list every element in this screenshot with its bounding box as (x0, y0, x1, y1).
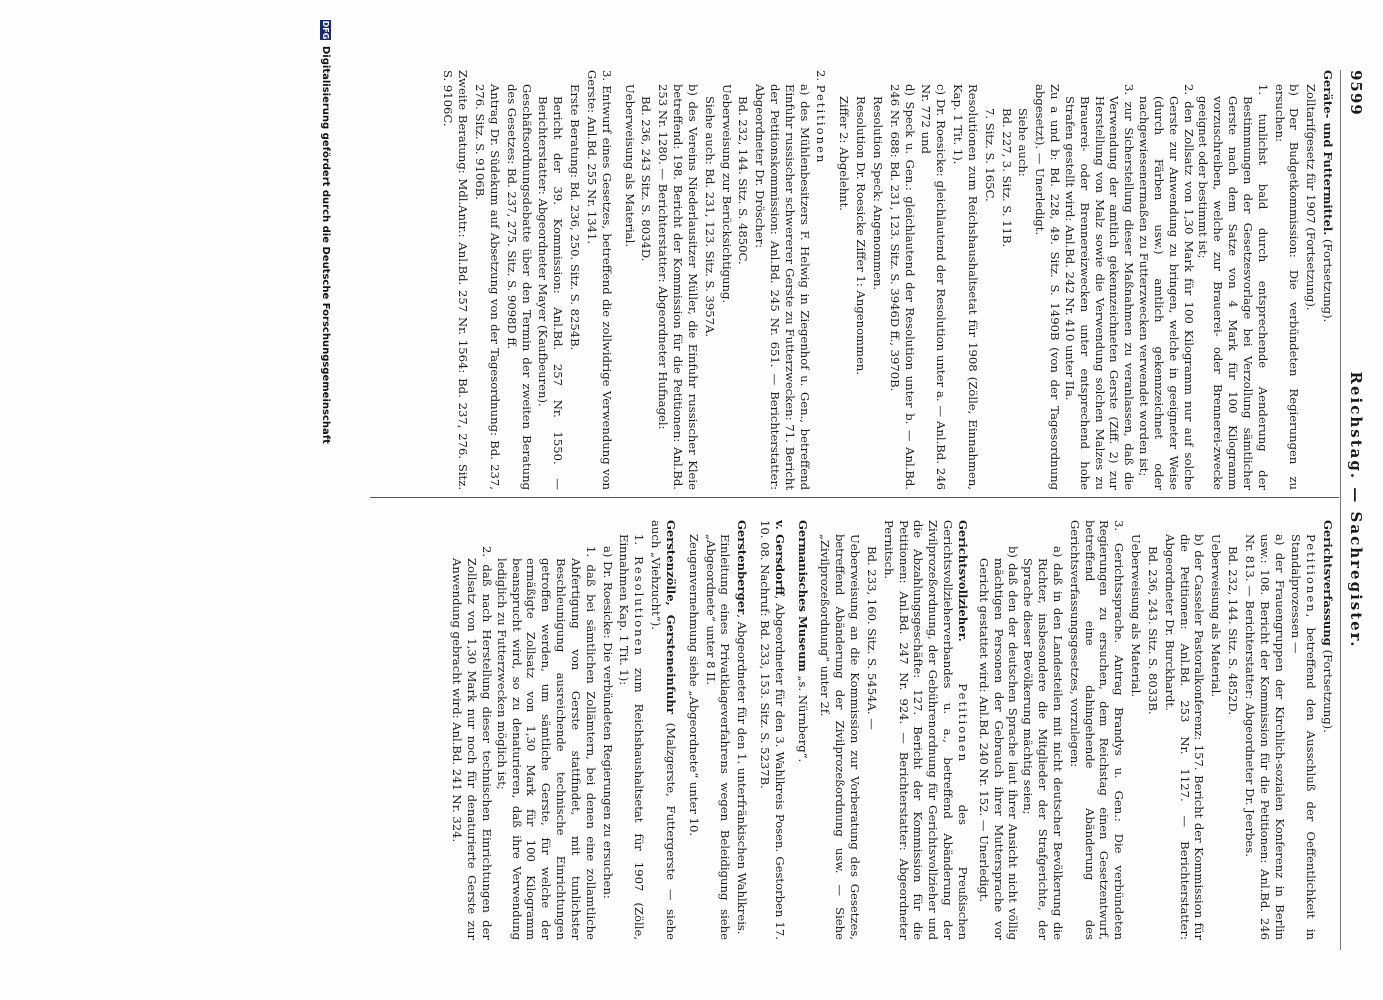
register-entry (734, 520, 749, 940)
register-entry: 2. daß nach Herstellung dieser technischen Einrichtungen der Zollsatz von 1,30 Mark nur noch für denaturierte Gerste zur Anwendung gebracht wird: Anl.Bd. 241 Nr. 324. (450, 546, 494, 940)
register-entry: a) daß in den Landesteilen mit nicht deutscher Bevölkerung die Richter, insbesondere die Mitglieder der Strafgerichte, der Sprache dieser Bevölkerung mächtig seien; (1021, 546, 1065, 940)
entry-text: (Fortsetzung). (1321, 235, 1335, 323)
register-entry: Zweite Beratung: Mdl.Antr.: Anl.Bd. 257 Nr. 1564: Bd. 237, 276. Sitz. S. 9106C. (441, 70, 471, 490)
register-entry: 3. Entwurf eines Gesetzes, betreffend die zollwidrige Verwendung von Gerste: Anl.Bd. 255 Nr. 1341. (584, 70, 614, 490)
entry-text: zum Reichshaushaltsetat für 1907 (Zölle, Einnahmen Kap. 1 Tit. 1): (617, 534, 647, 940)
register-entry: Bd. 232, 144. Sitz. S. 4850C. (736, 96, 751, 265)
page-number: 9599 (1347, 70, 1365, 116)
register-entry: Resolution Speck: Angenommen. (870, 96, 885, 291)
entry-spaced-term: Petitionen (955, 683, 970, 764)
register-entry: Einleitung eines Privatklageverfahrens wegen Beleidigung siehe „Abgeordnete“ unter 8 II. (703, 534, 733, 940)
register-entry: b) Der Budgetkommission: Die verbündeten Regierungen zu ersuchen: (1272, 84, 1302, 490)
register-entry: 7. Sitz. S. 165C. (982, 108, 997, 202)
register-entry: Ueberweisung an die Kommission zur Vorberatung des Gesetzes, betreffend Abänderung der Zivilprozeßordnung usw. — Siehe „Zivilprozeßordnung“ unter 2f. (818, 534, 863, 940)
entry-keyword: Gerstenzölle, Gersteneinfuhr (663, 520, 678, 714)
right-text-column (370, 520, 1335, 940)
register-entry: a) des Mühlenbesitzers F. Helwig in Ziegenhof u. Gen., betreffend Einfuhr russischer schwererer Gerste zu Futterzwecken: 71. Bericht der Petitionskommission: Anl.Bd. 245 Nr. 651. — Berichterstatter: Abgeordneter Dr. Dröscher: (753, 84, 812, 490)
register-entry: b) der Casseler Pastoralkonferenz: 157. Bericht der Kommission für die Petitionen: Anl.Bd. 253 Nr. 1127. — Berichterstatter: Abgeordneter Dr. Burckhardt. (1162, 534, 1207, 940)
entry-keyword: Gerichtsverfassung (1321, 520, 1335, 646)
register-entry: Bd. 236, 243 Sitz. S. 8034D. (639, 96, 654, 262)
register-entry: Bd. 232, 144. Sitz. S. 4852D. (1226, 546, 1241, 716)
register-entry: c) Dr. Roesicke: gleichlautend der Resolution unter a. — Anl.Bd. 246 Nr. 772 und (919, 84, 949, 490)
digitization-credit (319, 20, 333, 980)
entry-gap (810, 520, 816, 940)
register-entry: 1. daß bei sämtlichen Zollämtern, bei denen eine zollamtliche Abfertigung von Gerste stattfindet, mit tunlichster Beschleunigung ausreichende technische Einrichtungen getroffen werden, um sämtliche Gerste, für welche der ermäßigte Zollsatz von 1,30 Mark für 100 Kilogramm beansprucht wird, so zu denaturieren, daß ihre Verwendung lediglich zu Futterzwecken möglich ist; (494, 546, 598, 940)
register-entry (881, 520, 970, 940)
entry-text: (Fortsetzung). (1321, 645, 1335, 733)
entry-keyword: Germanisches Museum (795, 520, 810, 672)
register-entry: b) des Vereins Niederlausitzer Müller, die Einfuhr russischer Kleie betreffend: 198. Bericht der Kommission für die Petitionen: Anl.Bd. 253 Nr. 1280. — Berichterstatter: Abgeordneter Hufnagel: (656, 84, 700, 490)
register-entry: a) Dr. Roesicke: Die verbündeten Regierungen zu ersuchen: (600, 546, 615, 899)
entry-text: , Abgeordneter für den 3. Wahlkreis Posen. Gestorben 17. 10. 08. Nachruf: Bd. 233, 153. Sitz. S. 5237B. (758, 520, 787, 940)
left-text-column (370, 70, 1335, 490)
register-entry: Ziffer 2: Abgelehnt. (837, 96, 852, 211)
register-entry: 3. zur Sicherstellung dieser Maßnahmen zu veranlassen, daß die Verwendung der amtlich gekennzeichneten Gerste (Ziff. 2) zur Herstellung von Malz sowie die Verwendung solchen Malzes zu Brauerei- oder Brennereizwecken unter entsprechend hohe Strafen gestellt wird: Anl.Bd. 242 Nr. 410 unter IIa. (1062, 84, 1137, 490)
register-entry (1289, 520, 1319, 940)
entry-keyword: v. Gersdorff (772, 520, 787, 596)
entry-gap (614, 70, 620, 490)
register-entry (1320, 70, 1335, 490)
register-entry (648, 520, 678, 940)
entry-text: , betreffend den Ausschluß der Oeffentlichkeit in Standalprozessen — (1289, 534, 1319, 940)
column-divider (370, 497, 1339, 498)
entry-text: des Preußischen Gerichtsvollzieherverbandes u. a., betreffend Abänderung der Zivilprozeßordnung, der Gebührenordnung für Gerichtsvollzieher und die Abzahlungsgeschäfte: 127. Bericht der Kommission für die Petitionen: Anl.Bd. 247 Nr. 924. — Berichterstatter: Abgeordneter Pernitsch. (881, 520, 970, 940)
register-entry: Siehe auch: (1016, 108, 1031, 177)
register-entry: Ueberweisung als Material. (1209, 534, 1224, 698)
entry-gap (787, 520, 793, 940)
entry-keyword: Gerstenberger (735, 520, 750, 615)
register-entry: Siehe auch: Bd. 231, 123. Sitz. S. 3957A. (702, 96, 717, 338)
register-entry: Antrag Dr. Südekum auf Absetzung von der Tagesordnung: Bd. 237, 276. Sitz. S. 9106B. (473, 84, 502, 490)
register-entry: a) der Frauengruppen der Kirchlich-sozialen Konferenz in Berlin usw.: 108. Bericht der Kommission für die Petitionen: Anl.Bd. 246 Nr. 813. — Berichterstatter: Abgeordneter Dr. Jeerbes. (1242, 534, 1287, 940)
entry-spaced-term: Petitionen (1304, 534, 1319, 614)
entry-text: „s. Nürnberg“. (795, 671, 810, 763)
register-entry: Zolltarifgesetz für 1907 (Fortsetzung). (1304, 84, 1319, 311)
register-entry: 2. den Zollsatz von 1,30 Mark für 100 Kilogramm nur auf solche Gerste zur Anwendung zu bringen, welche in geeigneter Weise (durch Färben usw.) amtlich gekennzeichnet oder nachgewiesenermaßen zu Futterzwecken verwendet worden ist; (1137, 84, 1196, 490)
register-entry: Bd. 236, 243. Sitz. S. 8033B. (1145, 546, 1160, 715)
header-rule (1340, 70, 1341, 950)
register-entry: Bd. 233, 160. Sitz. S. 5454A. — (864, 546, 879, 730)
entry-spaced-term: Resolutionen (632, 556, 647, 657)
register-entry: 3. Gerichtssprache. Antrag Brandys u. Gen.: Die verbündeten Regierungen zu ersuchen, dem Reichstag einen Gesetzentwurf, betreffend eine dahingehende Abänderung des Gerichtsverfassungsgesetzes, vorzulegen: (1067, 520, 1127, 940)
entry-text: 1. (632, 534, 647, 557)
register-entry: d) Speck u. Gen.: gleichlautend der Resolution unter b. — Anl.Bd. 246 Nr. 688: Bd. 231, 123. Sitz. S. 3946D ff., 3970B. (887, 84, 917, 490)
register-entry: Geschäftsordnungsdebatte über den Termin der zweiten Beratung des Gesetzes: Bd. 237, 275. Sitz. S. 9098D ff. (504, 84, 534, 490)
register-entry (1320, 520, 1335, 940)
entry-gap (829, 70, 835, 490)
entry-spaced-term: Petitionen (814, 84, 829, 165)
page-title: Reichstag. — Sachregister. (1347, 371, 1365, 649)
entry-keyword: Gerichtsvollzieher. (955, 520, 970, 642)
entry-text (956, 642, 970, 684)
entry-gap (678, 520, 684, 940)
entry-text: , Abgeordneter für den 1. unterfränkischen Wahlkreis. (735, 614, 750, 935)
entry-gap (749, 520, 755, 940)
register-entry: b) daß den der deutschen Sprache laut ihrer Ansicht nicht völlig mächtigen Personen der Gebrauch ihrer Muttersprache vor Gericht gestattet wird: Anl.Bd. 240 Nr. 152. — Unerledigt. (976, 546, 1021, 940)
register-entry: Resolutionen zum Reichshaushaltsetat für 1908 (Zölle, Einnahmen, Kap. 1 Tit. 1). (951, 84, 980, 490)
register-entry: Ueberweisung als Material. (622, 84, 637, 248)
entry-text: 2. (814, 70, 829, 85)
register-entry: Resolution Dr. Roesicke Ziffer 1: Angenommen. (854, 96, 869, 376)
register-entry: Ueberweisung zur Berücksichtigung. (719, 84, 734, 304)
entry-text: (Malzgerste, Futtergerste — siehe auch „Viehzucht“). (649, 520, 678, 940)
register-entry (757, 520, 787, 940)
register-entry: Zeugenvernehmung siehe „Abgeordnete“ unter 10. (686, 534, 701, 837)
register-entry: Erste Beratung: Bd. 236, 250. Sitz. S. 8254B. (568, 84, 583, 351)
register-entry: Ueberweisung als Material. (1129, 534, 1144, 698)
dfg-logo: DFG (321, 20, 331, 40)
register-entry (795, 520, 810, 940)
digitization-credit-text: Digitalisierung gefördert durch die Deutsche Forschungsgemeinschaft (320, 46, 332, 444)
register-entry: Bericht der 39. Kommission: Anl.Bd. 257 Nr. 1550. — Berichterstatter: Abgeordneter Mayer (Kaufbeuren). (536, 96, 566, 490)
register-entry (617, 520, 647, 940)
register-entry (814, 70, 829, 490)
register-entry: 1. tunlichst bald durch entsprechende Aenderung der Bestimmungen der Gesetzesvorlage bei Verzollung sämtlicher Gerste nach dem Satze von 4 Mark für 100 Kilogramm vorzuschreiben, welche zur Brauerei- oder Brennerei-zwecke geeignet oder bestimmt ist; (1196, 84, 1270, 490)
register-entry: Zu a und b: Bd. 228, 49. Sitz. S. 1490B (von der Tagesordnung abgesetzt). — Unerledigt. (1033, 84, 1063, 490)
entry-keyword: Geräte- und Futtermittel. (1321, 70, 1335, 236)
page-header (1341, 70, 1367, 950)
register-entry: Bd. 227, 3. Sitz. S. 11B. (999, 108, 1014, 248)
